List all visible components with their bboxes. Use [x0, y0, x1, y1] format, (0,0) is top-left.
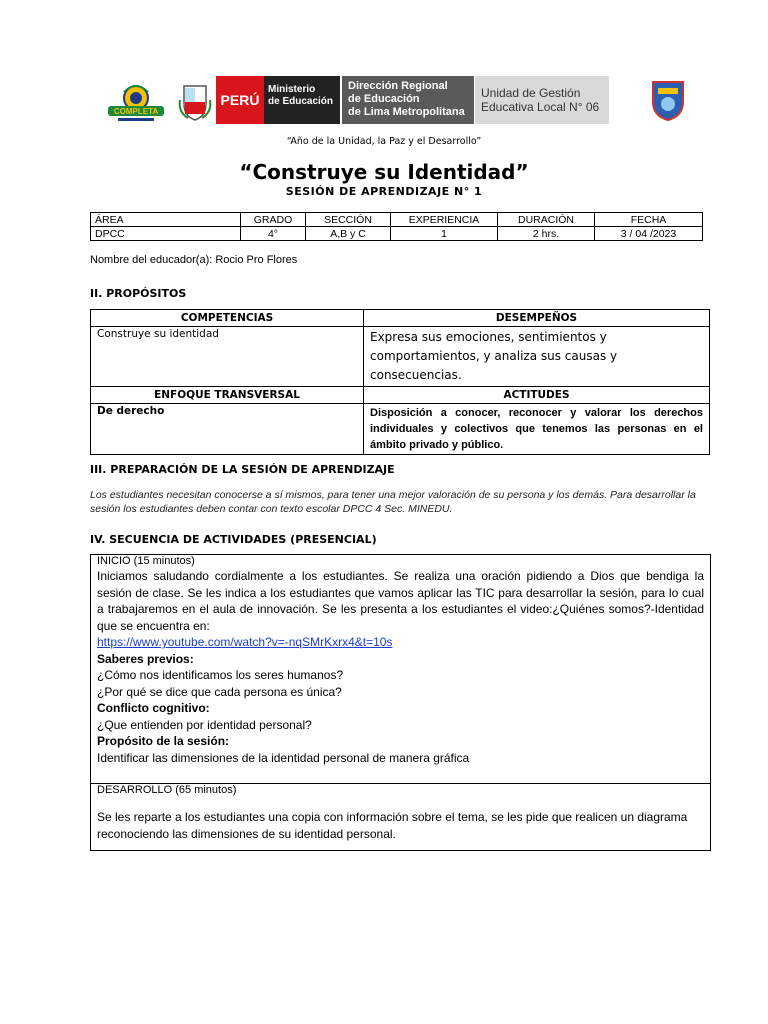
section-propositos-heading: II. PROPÓSITOS: [90, 287, 187, 300]
video-link[interactable]: https://www.youtube.com/watch?v=-nqSMrKxrx4&t=10s: [97, 635, 393, 649]
actitudes-header: ACTITUDES: [364, 387, 710, 404]
national-shield-icon: [178, 78, 212, 122]
dre-line-3: de Lima Metropolitana: [348, 106, 465, 118]
ministry-line-1: Ministerio: [268, 84, 316, 95]
conflicto-label: Conflicto cognitivo:: [97, 701, 210, 715]
info-value-fecha: 3 / 04 /2023: [595, 227, 703, 241]
info-header-area: ÁREA: [91, 213, 241, 227]
secuencia-box: [90, 554, 711, 851]
school-logo: [104, 80, 168, 124]
info-table-header-row: [91, 213, 703, 227]
question-1: ¿Cómo nos identificamos los seres humanos?: [97, 668, 344, 682]
ugel-line-1: Unidad de Gestión: [481, 86, 581, 100]
info-value-grado: 4°: [241, 227, 306, 241]
desempenos-header: DESEMPEÑOS: [364, 310, 710, 327]
inicio-block: [91, 555, 710, 784]
desempeno-cell: Expresa sus emociones, sentimientos y comportamientos, y analiza sus causas y consecuencias.: [364, 327, 710, 387]
year-motto: “Año de la Unidad, la Paz y el Desarrollo”: [286, 136, 482, 147]
question-3: ¿Que entienden por identidad personal?: [97, 717, 312, 732]
inicio-label: INICIO (15 minutos): [97, 555, 195, 567]
info-value-duracion: 2 hrs.: [498, 227, 595, 241]
preparacion-text: Los estudiantes necesitan conocerse a sí mismos, para tener una mejor valoración de su persona y los demás. Para desarrollar la sesión los estudiantes deben contar con texto escolar DPCC 4 Sec. MINEDU.: [90, 489, 696, 515]
info-header-seccion: SECCIÓN: [306, 213, 391, 227]
info-value-area: DPCC: [91, 227, 241, 241]
info-header-grado: GRADO: [241, 213, 306, 227]
desarrollo-text: Se les reparte a los estudiantes una copia con información sobre el tema, se les pide que realicen un diagrama reconociendo las dimensiones de su identidad personal.: [97, 810, 688, 841]
info-value-seccion: A,B y C: [306, 227, 391, 241]
ugel-shield-icon: [650, 78, 686, 122]
info-value-experiencia: 1: [391, 227, 498, 241]
info-header-fecha: FECHA: [595, 213, 703, 227]
proposito-text: Identificar las dimensiones de la identidad personal de manera gráfica: [97, 750, 470, 765]
info-header-duracion: DURACIÓN: [498, 213, 595, 227]
question-2: ¿Por qué se dice que cada persona es única?: [97, 684, 342, 699]
dre-line-1: Dirección Regional: [348, 80, 448, 92]
peru-logo: [216, 76, 264, 124]
peru-logo-text: PERÚ: [220, 92, 260, 108]
ugel-line-2: Educativa Local N° 06: [481, 100, 600, 114]
page-title: “Construye su Identidad”: [239, 160, 529, 184]
ministry-line-2: de Educación: [268, 96, 334, 107]
info-table-value-row: [91, 227, 703, 241]
competencia-cell: Construye su identidad: [91, 327, 364, 387]
competencias-header: COMPETENCIAS: [91, 310, 364, 327]
actitud-cell: Disposición a conocer, reconocer y valorar los derechos individuales y colectivos que tenemos las personas en el ámbito privado y público.: [364, 404, 710, 455]
section-preparacion-heading: III. PREPARACIÓN DE LA SESIÓN DE APRENDIZAJE: [90, 463, 395, 476]
info-table: [90, 212, 703, 241]
enfoque-header: ENFOQUE TRANSVERSAL: [91, 387, 364, 404]
educator-name: Nombre del educador(a): Rocio Pro Flores: [90, 254, 298, 266]
section-secuencia-heading: IV. SECUENCIA DE ACTIVIDADES (PRESENCIAL): [90, 533, 377, 546]
session-subtitle: SESIÓN DE APRENDIZAJE N° 1: [285, 185, 483, 198]
info-header-experiencia: EXPERIENCIA: [391, 213, 498, 227]
ministry-logo: [264, 76, 340, 124]
ugel-logo: [475, 76, 609, 124]
proposito-label: Propósito de la sesión:: [97, 734, 230, 748]
desarrollo-label: DESARROLLO (65 minutos): [97, 784, 237, 796]
school-logo-text: COMPLETA: [113, 107, 159, 116]
header-logos: [0, 74, 768, 130]
desarrollo-block: [91, 784, 710, 850]
propositos-table: [90, 309, 710, 455]
enfoque-cell: De derecho: [91, 404, 364, 455]
dre-line-2: de Educación: [348, 93, 420, 105]
saberes-label: Saberes previos:: [97, 651, 194, 666]
inicio-text: Iniciamos saludando cordialmente a los estudiantes. Se realiza una oración pidiendo a Dios que bendiga la sesión de clase. Se les indica a los estudiantes que vamos aplicar las TIC para desarrollar la sesión, para lo cual a trabajaremos en el aula de innovación. Se les presenta a los estudiantes el video:¿Quiénes somos?-Identidad que se encuentra en:: [97, 569, 704, 633]
dre-logo: [342, 76, 474, 124]
